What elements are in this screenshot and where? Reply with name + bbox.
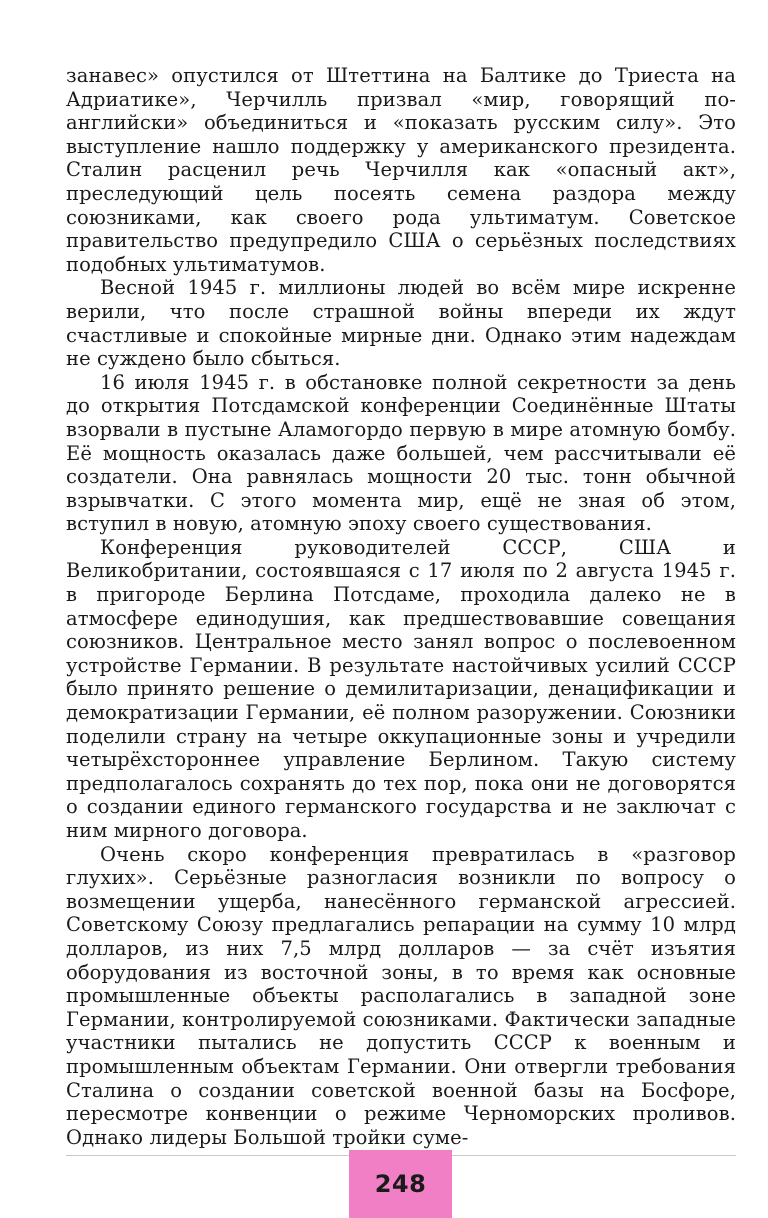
paragraph-churchill-speech: занавес» опустился от Штеттина на Балтике до Триеста на Адриатике», Черчилль призвал «мир, говорящий по-английски» объединиться и «показать русским силу». Это выступление нашло поддержку у американского президента. Сталин расценил речь Черчилля как «опасный акт», преследующий цель посеять семена раздора между союзниками, как своего рода ультиматум. Советское правительство предупредило США о серьёзных последствиях подобных ультиматумов. (66, 64, 736, 276)
text-column (66, 64, 736, 1149)
paragraph-potsdam-conference: Конференция руководителей СССР, США и Великобритании, состоявшаяся с 17 июля по 2 августа 1945 г. в пригороде Берлина Потсдаме, проходила далеко не в атмосфере единодушия, как предшествовавшие совещания союзников. Центральное место занял вопрос о послевоенном устройстве Германии. В результате настойчивых усилий СССР было принято решение о демилитаризации, денацификации и демократизации Германии, её полном разоружении. Союзники поделили страну на четыре оккупационные зоны и учредили четырёхстороннее управление Берлином. Такую систему предполагалось сохранять до тех пор, пока они не договорятся о создании единого германского государства и не заключат с ним мирного договора. (66, 535, 736, 842)
paragraph-disagreements: Очень скоро конференция превратилась в «разговор глухих». Серьёзные разногласия возникли по вопросу о возмещении ущерба, нанесённого германской агрессией. Советскому Союзу предлагались репарации на сумму 10 млрд долларов, из них 7,5 млрд долларов — за счёт изъятия оборудования из восточной зоны, в то время как основные промышленные объекты располагались в западной зоне Германии, контролируемой союзниками. Фактически западные участники пытались не допустить СССР к военным и промышленным объектам Германии. Они отвергли требования Сталина о создании советской военной базы на Босфоре, пересмотре конвенции о режиме Черноморских проливов. Однако лидеры Большой тройки суме- (66, 842, 736, 1149)
paragraph-atomic-bomb: 16 июля 1945 г. в обстановке полной секретности за день до открытия Потсдамской конференции Соединённые Штаты взорвали в пустыне Аламогордо первую в мире атомную бомбу. Её мощность оказалась даже большей, чем рассчитывали её создатели. Она равнялась мощности 20 тыс. тонн обычной взрывчатки. С этого момента мир, ещё не зная об этом, вступил в новую, атомную эпоху своего существования. (66, 370, 736, 536)
paragraph-spring-1945: Весной 1945 г. миллионы людей во всём мире искренне верили, что после страшной войны впереди их ждут счастливые и спокойные мирные дни. Однако этим надеждам не суждено было сбыться. (66, 276, 736, 371)
page-number: 248 (374, 1170, 427, 1198)
page-number-badge (349, 1150, 452, 1218)
